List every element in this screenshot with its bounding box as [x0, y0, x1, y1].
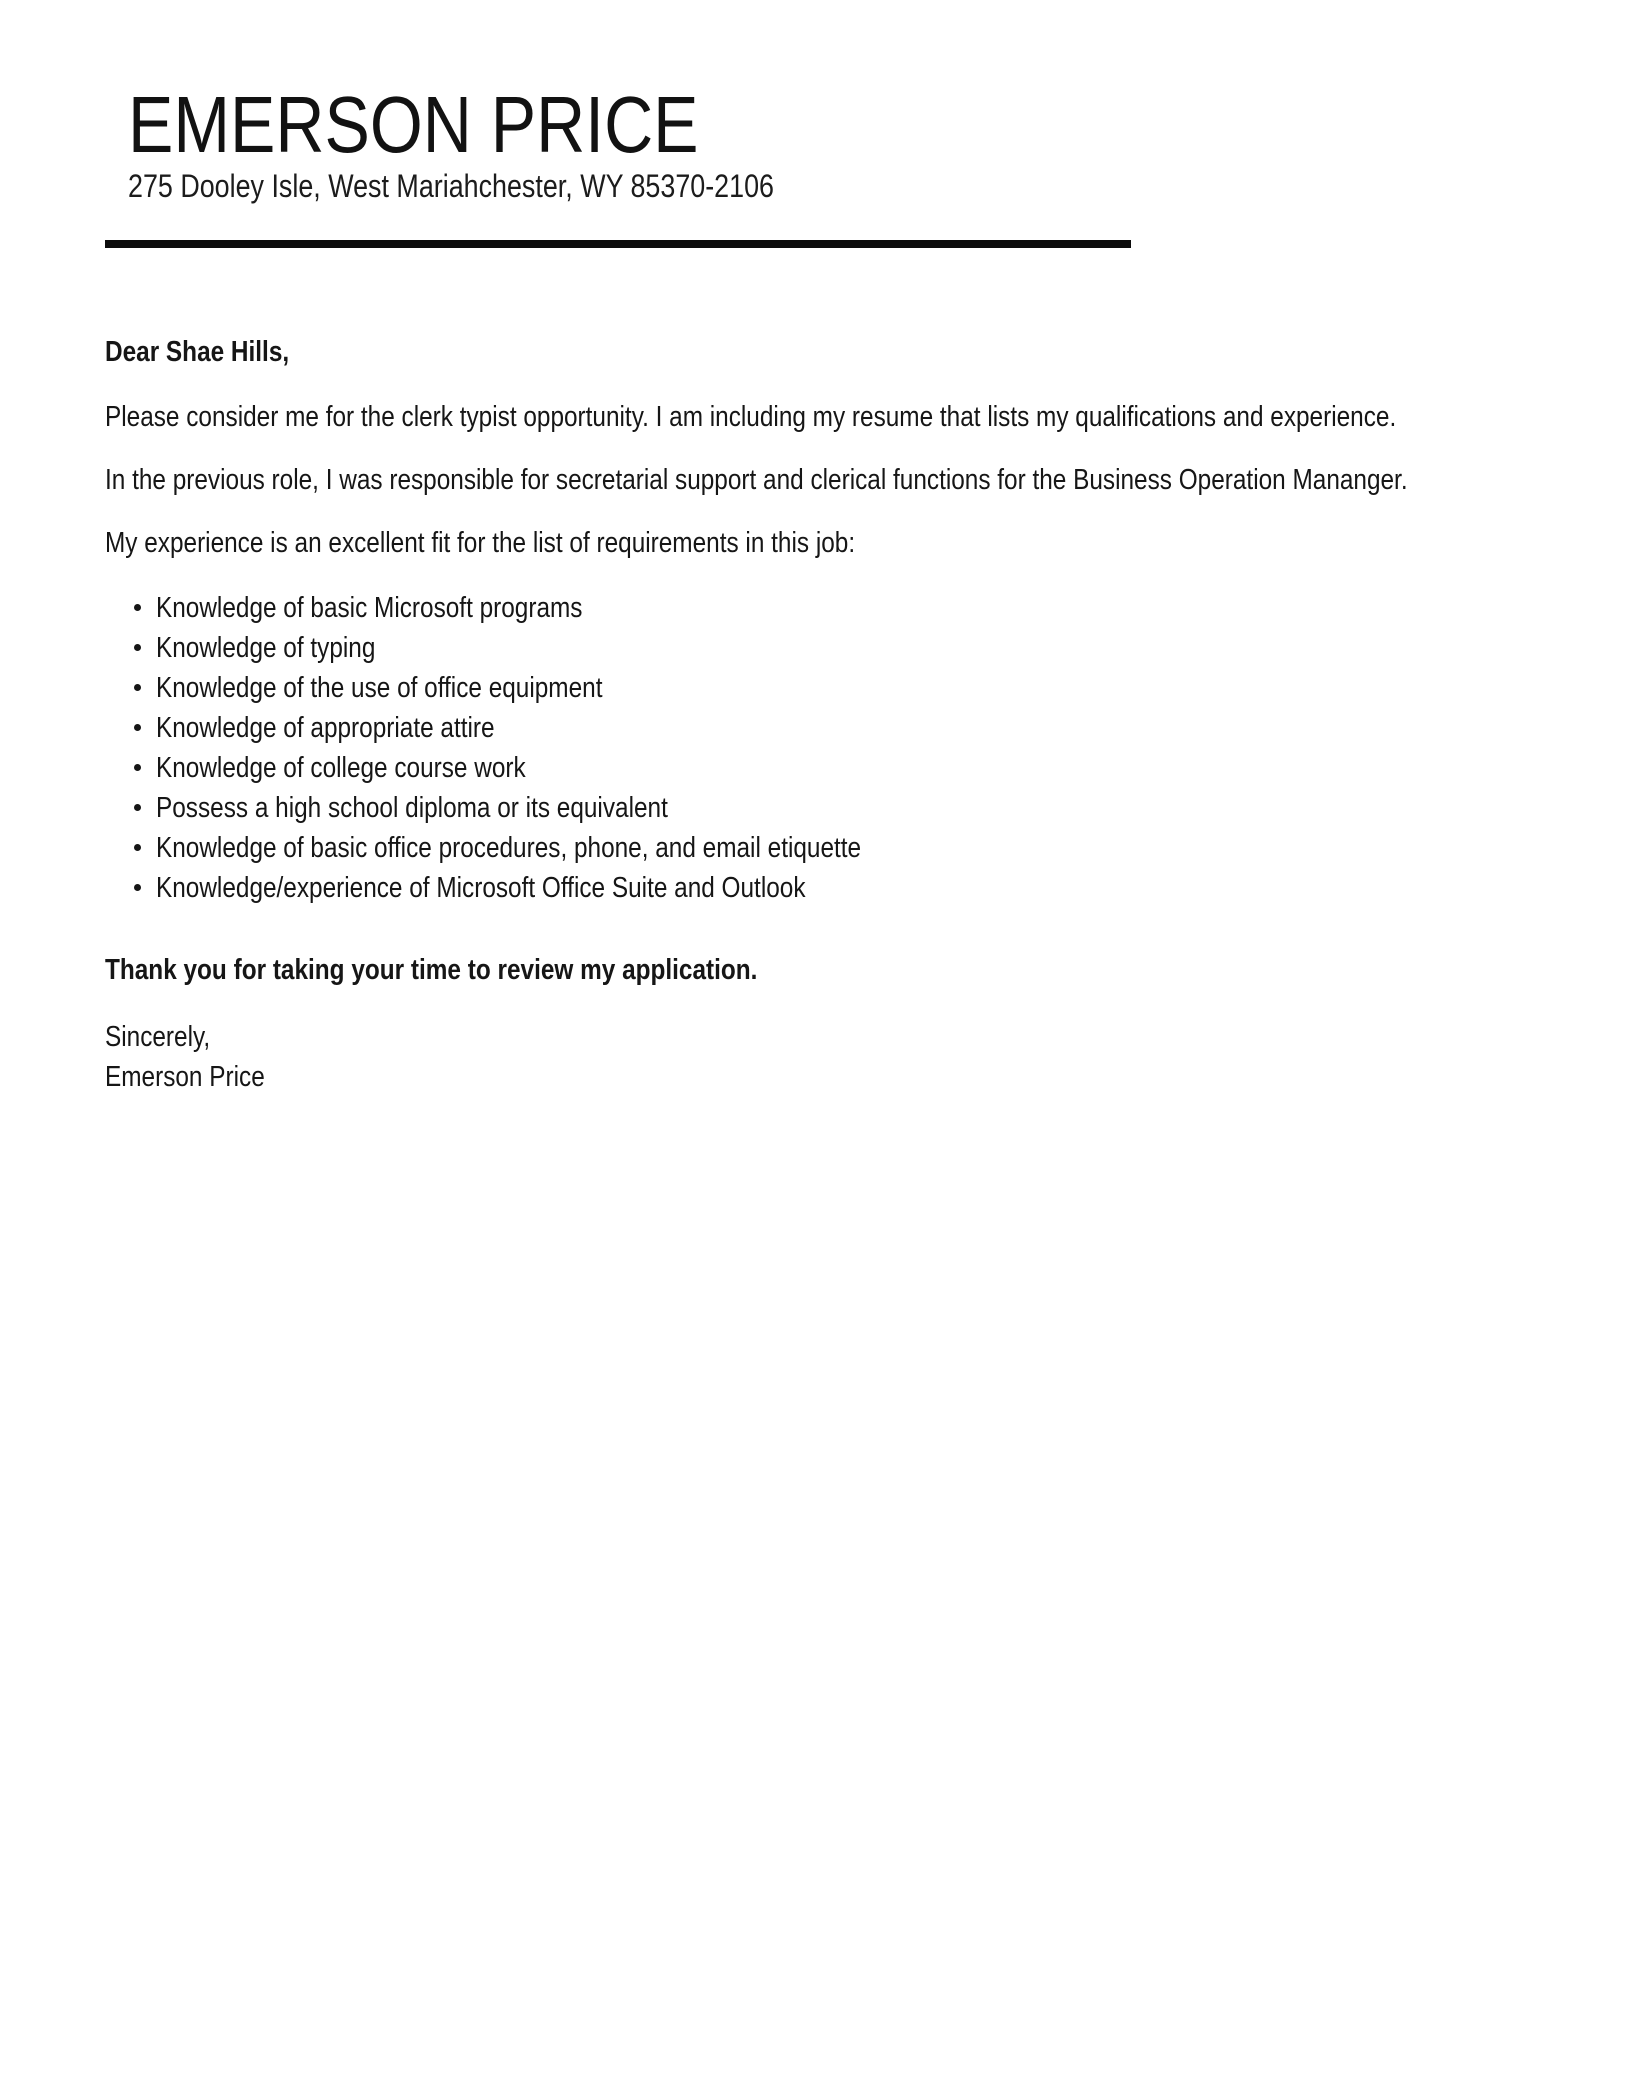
bullet-icon [134, 764, 141, 771]
applicant-address-text: 275 Dooley Isle, West Mariahchester, WY 85370-2106 [128, 168, 774, 204]
thanks-line-text: Thank you for taking your time to review my application. [105, 954, 758, 986]
bullet-icon [134, 684, 141, 691]
salutation-text: Dear Shae Hills, [105, 336, 290, 368]
list-item-text: Possess a high school diploma or its equivalent [156, 792, 668, 824]
list-item-text: Knowledge of appropriate attire [156, 712, 495, 744]
bullet-icon [134, 644, 141, 651]
signature-name [105, 1057, 1632, 1097]
bullet-icon [134, 804, 141, 811]
list-item-text: Knowledge/experience of Microsoft Office Suite and Outlook [156, 872, 806, 904]
paragraph-text: Please consider me for the clerk typist opportunity. I am including my resume that lists my qualifications and experience. [105, 401, 1397, 433]
list-item-text: Knowledge of college course work [156, 752, 526, 784]
signature-name-text: Emerson Price [105, 1061, 265, 1093]
applicant-address [128, 168, 1632, 204]
bullet-icon [134, 604, 141, 611]
paragraph-text: In the previous role, I was responsible for secretarial support and clerical functions for the Business Operation Mananger. [105, 464, 1408, 496]
closing-sincerely [105, 1017, 1632, 1057]
paragraph-text: My experience is an excellent fit for the list of requirements in this job: [105, 527, 856, 559]
salutation [105, 332, 1632, 372]
list-item [105, 868, 1632, 908]
list-item-text: Knowledge of the use of office equipment [156, 672, 603, 704]
list-item [105, 748, 1632, 788]
paragraph [105, 523, 1632, 563]
bullet-icon [134, 884, 141, 891]
applicant-name [128, 80, 1632, 169]
list-item [105, 828, 1632, 868]
list-item-text: Knowledge of typing [156, 632, 376, 664]
thanks-line [105, 950, 1632, 990]
requirements-list [105, 588, 1632, 908]
list-item [105, 668, 1632, 708]
bullet-icon [134, 844, 141, 851]
list-item-text: Knowledge of basic Microsoft programs [156, 592, 583, 624]
paragraph [105, 460, 1632, 500]
letter-body [0, 332, 1632, 1097]
bullet-icon [134, 724, 141, 731]
header-divider [105, 240, 1131, 248]
closing-sincerely-text: Sincerely, [105, 1021, 211, 1053]
list-item [105, 788, 1632, 828]
list-item-text: Knowledge of basic office procedures, phone, and email etiquette [156, 832, 862, 864]
list-item [105, 708, 1632, 748]
paragraph [105, 397, 1632, 437]
closing-block [105, 1017, 1632, 1097]
applicant-name-text: EMERSON PRICE [128, 80, 699, 169]
letter-header [0, 0, 1632, 204]
list-item [105, 628, 1632, 668]
list-item [105, 588, 1632, 628]
